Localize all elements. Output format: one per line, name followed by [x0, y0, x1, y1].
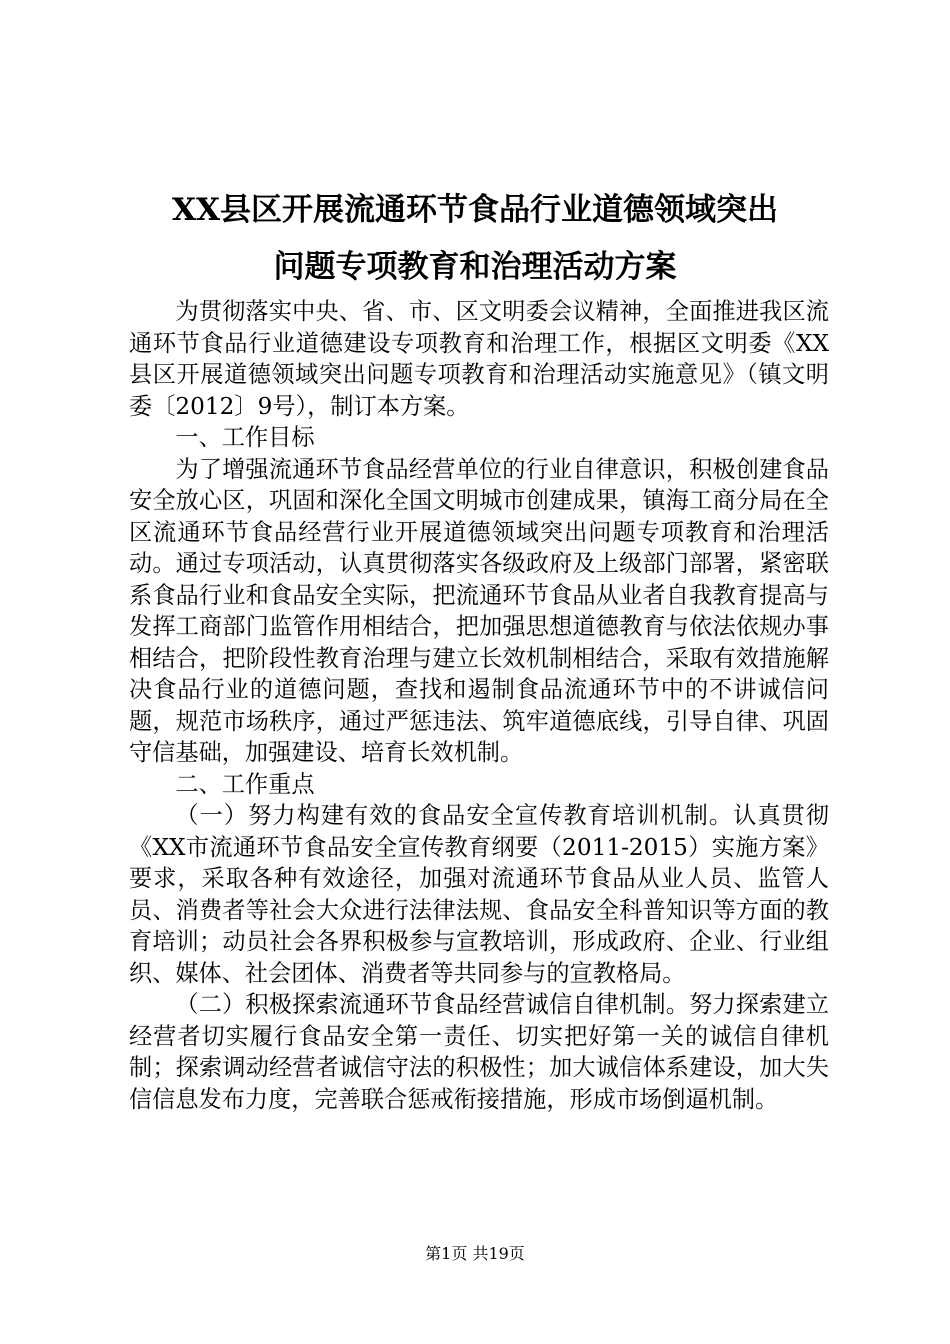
document-title-line-1: XX县区开展流通环节食品行业道德领域突出	[171, 192, 779, 228]
page-number-footer: 第1页 共19页	[425, 1244, 525, 1263]
document-title-line-2: 问题专项教育和治理活动方案	[273, 249, 677, 285]
paragraph-focus-2: （二）积极探索流通环节食品经营诚信自律机制。努力探索建立经营者切实履行食品安全第一责任、切实把好第一关的诚信自律机制；探索调动经营者诚信守法的积极性；加大诚信体系建设，加大失信信息发布力度，完善联合惩戒衔接措施，形成市场倒逼机制。	[129, 991, 829, 1113]
document-body	[129, 296, 829, 1115]
paragraph-focus-1: （一）努力构建有效的食品安全宣传教育培训机制。认真贯彻《XX市流通环节食品安全宣传教育纲要（2011-2015）实施方案》要求，采取各种有效途径，加强对流通环节食品从业人员、监管人员、消费者等社会大众进行法律法规、食品安全科普知识等方面的教育培训；动员社会各界积极参与宣教培训，形成政府、企业、行业组织、媒体、社会团体、消费者等共同参与的宣教格局。	[129, 802, 829, 987]
paragraph-intro: 为贯彻落实中央、省、市、区文明委会议精神，全面推进我区流通环节食品行业道德建设专项教育和治理工作，根据区文明委《XX县区开展道德领域突出问题专项教育和治理活动实施意见》（镇文明委〔2012〕9号），制订本方案。	[129, 298, 829, 420]
paragraph-work-goals: 为了增强流通环节食品经营单位的行业自律意识，积极创建食品安全放心区，巩固和深化全国文明城市创建成果，镇海工商分局在全区流通环节食品经营行业开展道德领域突出问题专项教育和治理活动。通过专项活动，认真贯彻落实各级政府及上级部门部署，紧密联系食品行业和食品安全实际，把流通环节食品从业者自我教育提高与发挥工商部门监管作用相结合，把加强思想道德教育与依法依规办事相结合，把阶段性教育治理与建立长效机制相结合，采取有效措施解决食品行业的道德问题，查找和遏制食品流通环节中的不讲诚信问题，规范市场秩序，通过严惩违法、筑牢道德底线，引导自律、巩固守信基础，加强建设、培育长效机制。	[129, 455, 829, 766]
heading-work-focus: 二、工作重点	[175, 770, 315, 798]
heading-work-goals: 一、工作目标	[175, 424, 315, 451]
